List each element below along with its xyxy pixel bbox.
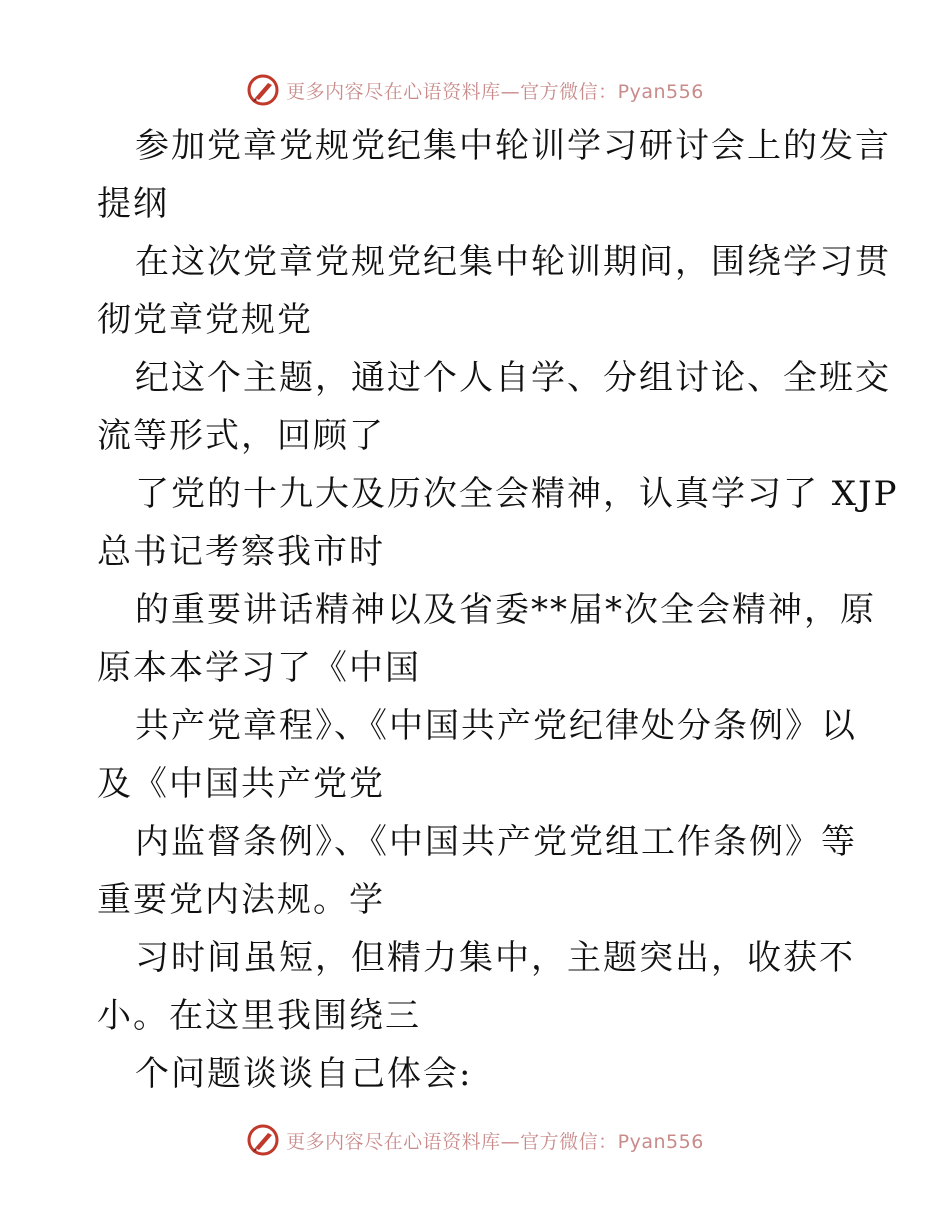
watermark-text: 更多内容尽在心语资料库—官方微信：Pyan556 xyxy=(286,1130,704,1153)
text-line: 原本本学习了《中国 xyxy=(97,648,421,688)
text-line: 内监督条例》、《中国共产党党组工作条例》等 xyxy=(135,822,857,862)
text-line: 共产党章程》、《中国共产党纪律处分条例》以 xyxy=(135,706,857,746)
text-line: 的重要讲话精神以及省委**届*次全会精神，原 xyxy=(135,590,876,630)
text-line: 个问题谈谈自己体会: xyxy=(135,1054,473,1094)
text-line: 流等形式，回顾了 xyxy=(97,416,385,456)
text-line: 在这次党章党规党纪集中轮训期间，围绕学习贯 xyxy=(135,242,891,282)
quill-logo-icon xyxy=(246,73,280,107)
text-line: 总书记考察我市时 xyxy=(97,532,385,572)
header-watermark xyxy=(0,72,950,108)
text-line: 纪这个主题，通过个人自学、分组讨论、全班交 xyxy=(135,358,891,398)
text-line: 重要党内法规。学 xyxy=(97,880,385,920)
text-line: 彻党章党规党 xyxy=(97,300,313,340)
footer-watermark xyxy=(0,1122,950,1158)
watermark-text: 更多内容尽在心语资料库—官方微信：Pyan556 xyxy=(286,80,704,103)
text-line: 参加党章党规党纪集中轮训学习研讨会上的发言 xyxy=(135,126,891,166)
text-line: 习时间虽短，但精力集中，主题突出，收获不 xyxy=(135,938,855,978)
quill-logo-icon xyxy=(246,1123,280,1157)
text-line: 了党的十九大及历次全会精神，认真学习了 XJP xyxy=(135,474,899,514)
text-line: 小。在这里我围绕三 xyxy=(97,996,421,1036)
text-line: 及《中国共产党党 xyxy=(97,764,385,804)
text-line: 提纲 xyxy=(97,184,169,224)
document-body xyxy=(97,117,899,1103)
